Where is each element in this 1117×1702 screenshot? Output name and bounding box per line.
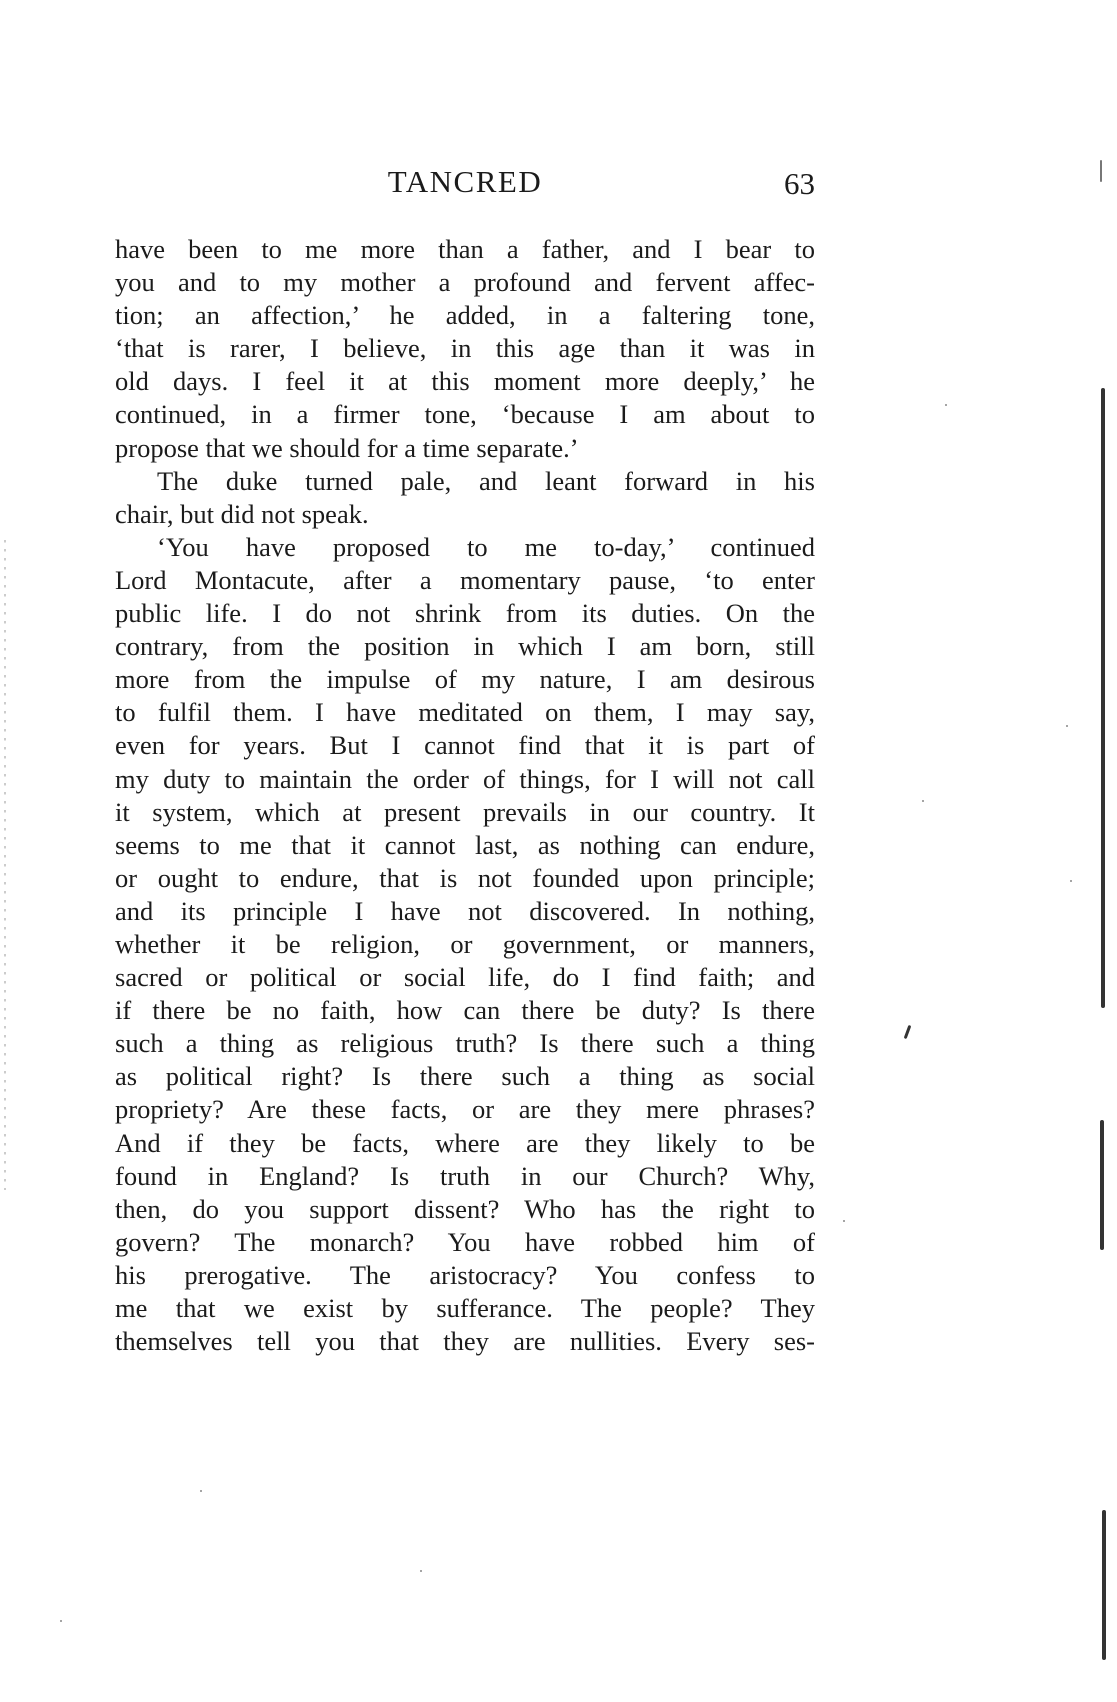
- text-line: you and to my mother a profound and fervent affec-: [115, 267, 815, 298]
- scan-speck: [922, 800, 924, 802]
- text-line: have been to me more than a father, and I bear to: [115, 234, 815, 264]
- text-line: public life. I do not shrink from its duties. On the: [115, 598, 815, 629]
- text-line: his prerogative. The aristocracy? You confess to: [115, 1259, 815, 1290]
- running-title: TANCRED: [387, 164, 543, 199]
- text-line: such a thing as religious truth? Is there such a thing: [115, 1028, 815, 1059]
- body-text: [115, 233, 815, 1358]
- scan-speck: [843, 1220, 845, 1222]
- scan-speck: [1066, 725, 1068, 727]
- text-line: Lord Montacute, after a momentary pause, ‘to enter: [115, 564, 815, 595]
- text-line: my duty to maintain the order of things, for I will not call: [115, 763, 815, 794]
- text-line: seems to me that it cannot last, as nothing can endure,: [115, 829, 815, 860]
- text-line: govern? The monarch? You have robbed him of: [115, 1226, 815, 1257]
- scan-edge-mark: [904, 1025, 912, 1039]
- text-line: themselves tell you that they are nullities. Every ses-: [115, 1326, 815, 1357]
- text-line: if there be no faith, how can there be duty? Is there: [115, 995, 815, 1026]
- text-line: even for years. But I cannot find that it is part of: [115, 730, 815, 761]
- text-line: as political right? Is there such a thing as social: [115, 1061, 815, 1092]
- scan-left-margin-dots: [4, 540, 6, 1190]
- text-line: continued, in a firmer tone, ‘because I am about to: [115, 399, 815, 430]
- page-number: 63: [784, 166, 815, 201]
- text-line: found in England? Is truth in our Church? Why,: [115, 1160, 815, 1191]
- scan-speck: [420, 1570, 422, 1572]
- text-line: contrary, from the position in which I am born, still: [115, 631, 815, 662]
- text-line: it system, which at present prevails in our country. It: [115, 796, 815, 827]
- text-line: tion; an affection,’ he added, in a faltering tone,: [115, 300, 815, 331]
- scan-edge-mark: [1101, 388, 1105, 1008]
- scan-speck: [1070, 880, 1072, 882]
- text-line: me that we exist by sufferance. The people? They: [115, 1293, 815, 1323]
- scan-speck: [945, 404, 947, 406]
- text-line: whether it be religion, or government, or manners,: [115, 928, 815, 959]
- text-line: or ought to endure, that is not founded upon principle;: [115, 862, 815, 893]
- text-line: sacred or political or social life, do I find faith; and: [115, 962, 815, 993]
- text-line: And if they be facts, where are they likely to be: [115, 1127, 815, 1158]
- scan-edge-mark: [1100, 1120, 1104, 1250]
- paragraph-end-line: chair, but did not speak.: [115, 498, 369, 529]
- scan-edge-mark: [1100, 160, 1102, 182]
- text-line: to fulfil them. I have meditated on them, I may say,: [115, 697, 815, 728]
- text-line: old days. I feel it at this moment more deeply,’ he: [115, 366, 815, 397]
- text-line: and its principle I have not discovered. In nothing,: [115, 895, 815, 926]
- paragraph-start-line: ‘You have proposed to me to-day,’ continued: [157, 531, 815, 562]
- scan-edge-mark: [1102, 1510, 1106, 1660]
- text-line: ‘that is rarer, I believe, in this age than it was in: [115, 333, 815, 364]
- paragraph-end-line: propose that we should for a time separate.’: [115, 432, 579, 463]
- scan-speck: [60, 1620, 62, 1622]
- text-line: then, do you support dissent? Who has the right to: [115, 1193, 815, 1224]
- paragraph-start-line: The duke turned pale, and leant forward in his: [157, 465, 815, 496]
- running-header: [115, 164, 815, 204]
- text-line: propriety? Are these facts, or are they mere phrases?: [115, 1094, 815, 1125]
- text-line: more from the impulse of my nature, I am desirous: [115, 664, 815, 695]
- scan-speck: [200, 1490, 202, 1492]
